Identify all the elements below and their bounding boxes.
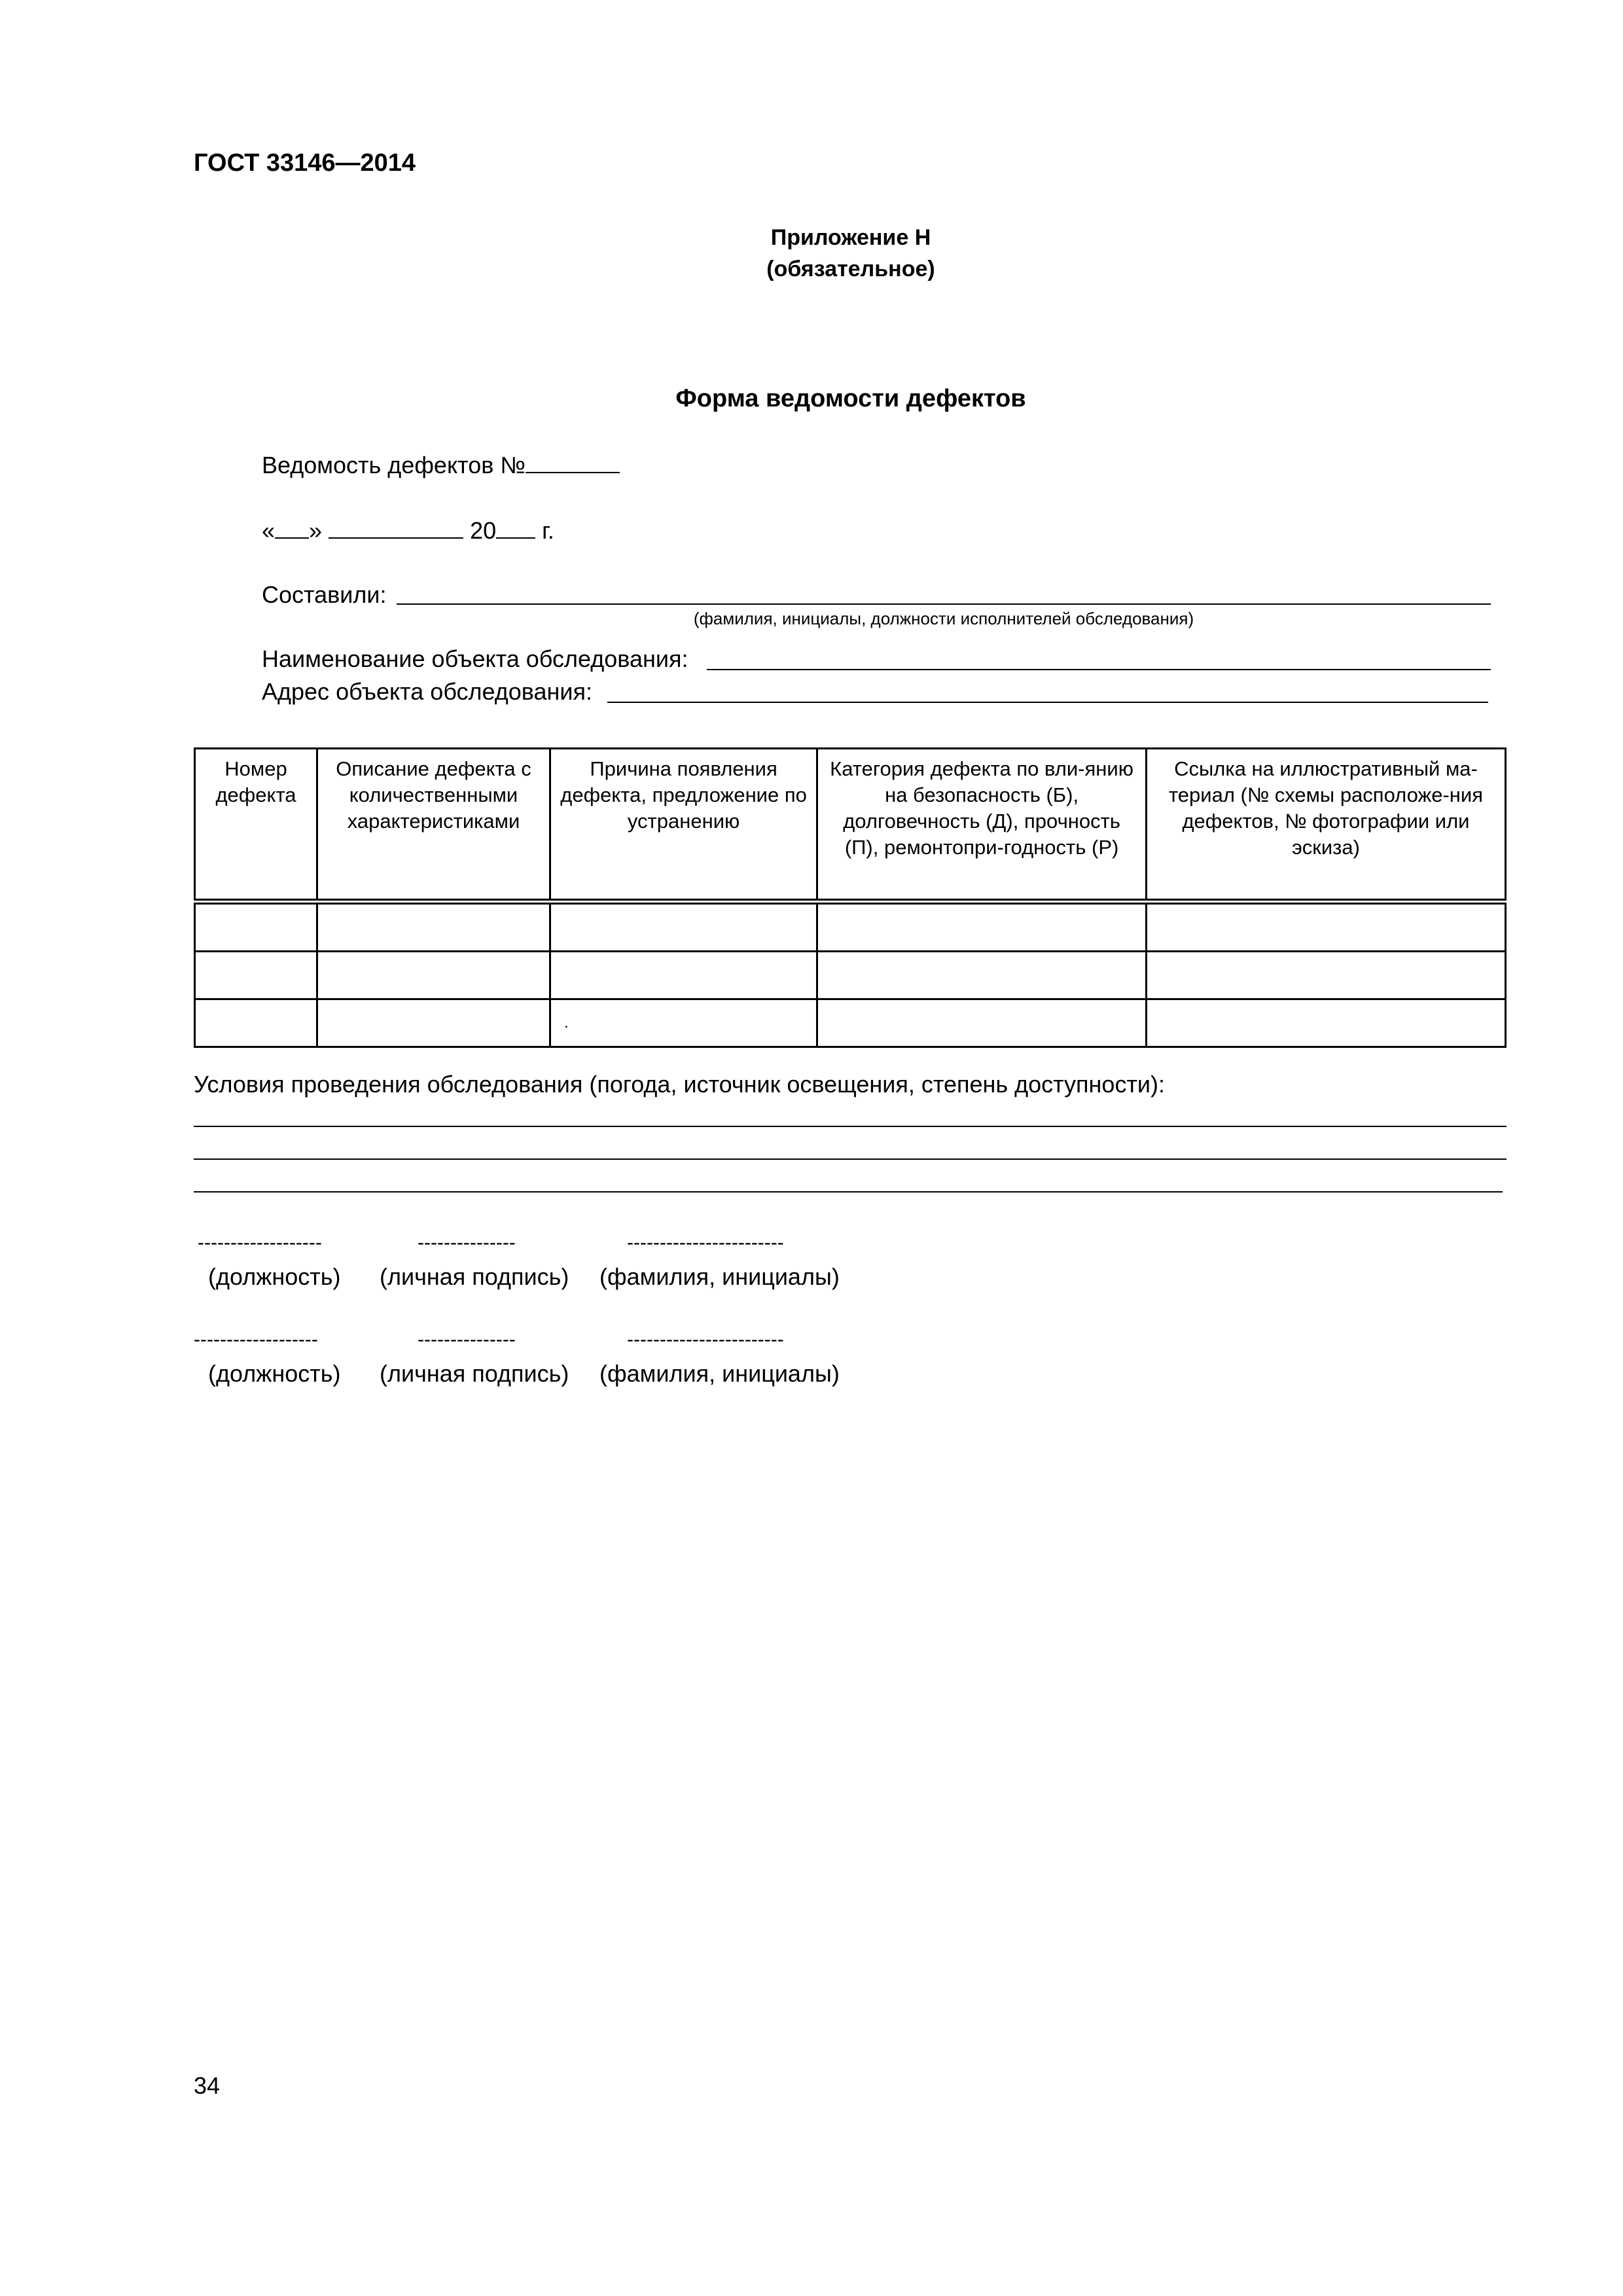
table-cell[interactable] [317,999,550,1047]
table-cell[interactable] [1146,952,1505,999]
header-defect-category: Категория дефекта по вли-янию на безопасность (Б), долговечность (Д), прочность (П), ремонтопри-годность (Р) [817,749,1147,902]
conditions-line-1[interactable] [194,1126,1507,1127]
conditions-label: Условия проведения обследования (погода, источник освещения, степень доступности): [194,1071,1166,1098]
signature-2-name-label: (фамилия, инициалы) [599,1360,840,1387]
header-illustration-reference: Ссылка на иллюстративный ма-териал (№ схемы расположе-ния дефектов, № фотографии или эскиза) [1146,749,1505,902]
page-number: 34 [194,2072,221,2099]
signature-2-signature-line[interactable]: --------------- [418,1329,516,1350]
object-name-field[interactable] [707,669,1491,670]
date-close-quote: » [309,517,323,544]
appendix-status: (обязательное) [766,257,935,281]
table-cell[interactable] [1146,902,1505,952]
signature-1-position-label: (должность) [208,1263,341,1290]
date-month-field[interactable] [329,519,463,539]
table-cell[interactable] [550,952,817,999]
signature-1-name-line[interactable]: ------------------------ [627,1232,784,1253]
header-defect-description: Описание дефекта с количественными характеристиками [317,749,550,902]
date-year-prefix: 20 [470,517,497,544]
signature-1-name-label: (фамилия, инициалы) [599,1263,840,1290]
defects-table [194,747,1507,1048]
table-cell[interactable] [817,902,1147,952]
signature-1-position-line[interactable]: ------------------- [198,1232,322,1253]
table-row [195,902,1506,952]
table-cell[interactable] [317,902,550,952]
form-title: Форма ведомости дефектов [675,385,1026,412]
signature-1-signature-line[interactable]: --------------- [418,1232,516,1253]
signature-2-position-line[interactable]: ------------------- [194,1329,318,1350]
compiled-caption: (фамилия, инициалы, должности исполнителей обследования) [693,609,1194,628]
compiled-label: Составили: [262,581,387,608]
header-defect-cause: Причина появления дефекта, предложение по устранению [550,749,817,902]
signature-2-signature-label: (личная подпись) [380,1360,569,1387]
table-header-row [195,749,1506,902]
appendix-title: Приложение Н [770,225,931,250]
date-year-suffix: г. [542,517,554,544]
object-address-label: Адрес объекта обследования: [262,678,593,705]
statement-number-row [262,452,620,479]
object-address-field[interactable] [607,702,1488,703]
table-cell[interactable] [550,902,817,952]
conditions-line-3[interactable] [194,1191,1503,1193]
table-cell[interactable] [195,902,317,952]
table-cell[interactable] [817,999,1147,1047]
document-number: ГОСТ 33146—2014 [194,149,416,177]
signature-1-signature-label: (личная подпись) [380,1263,569,1290]
statement-number-label: Ведомость дефектов № [262,452,526,478]
table-cell[interactable] [195,999,317,1047]
table-cell[interactable] [817,952,1147,999]
conditions-line-2[interactable] [194,1158,1507,1160]
table-row [195,952,1506,999]
table-cell[interactable] [550,999,817,1047]
table-row [195,999,1506,1047]
date-year-field[interactable] [496,519,535,539]
date-open-quote: « [262,517,276,544]
signature-2-position-label: (должность) [208,1360,341,1387]
stray-mark: . [563,1014,569,1031]
signature-2-name-line[interactable]: ------------------------ [627,1329,784,1350]
table-cell[interactable] [195,952,317,999]
object-name-label: Наименование объекта обследования: [262,645,688,672]
table-cell[interactable] [1146,999,1505,1047]
date-row [262,517,554,545]
date-day-field[interactable] [275,519,309,539]
table-cell[interactable] [317,952,550,999]
header-defect-number: Номер дефекта [195,749,317,902]
compiled-field[interactable] [397,603,1491,605]
statement-number-field[interactable] [526,454,620,473]
